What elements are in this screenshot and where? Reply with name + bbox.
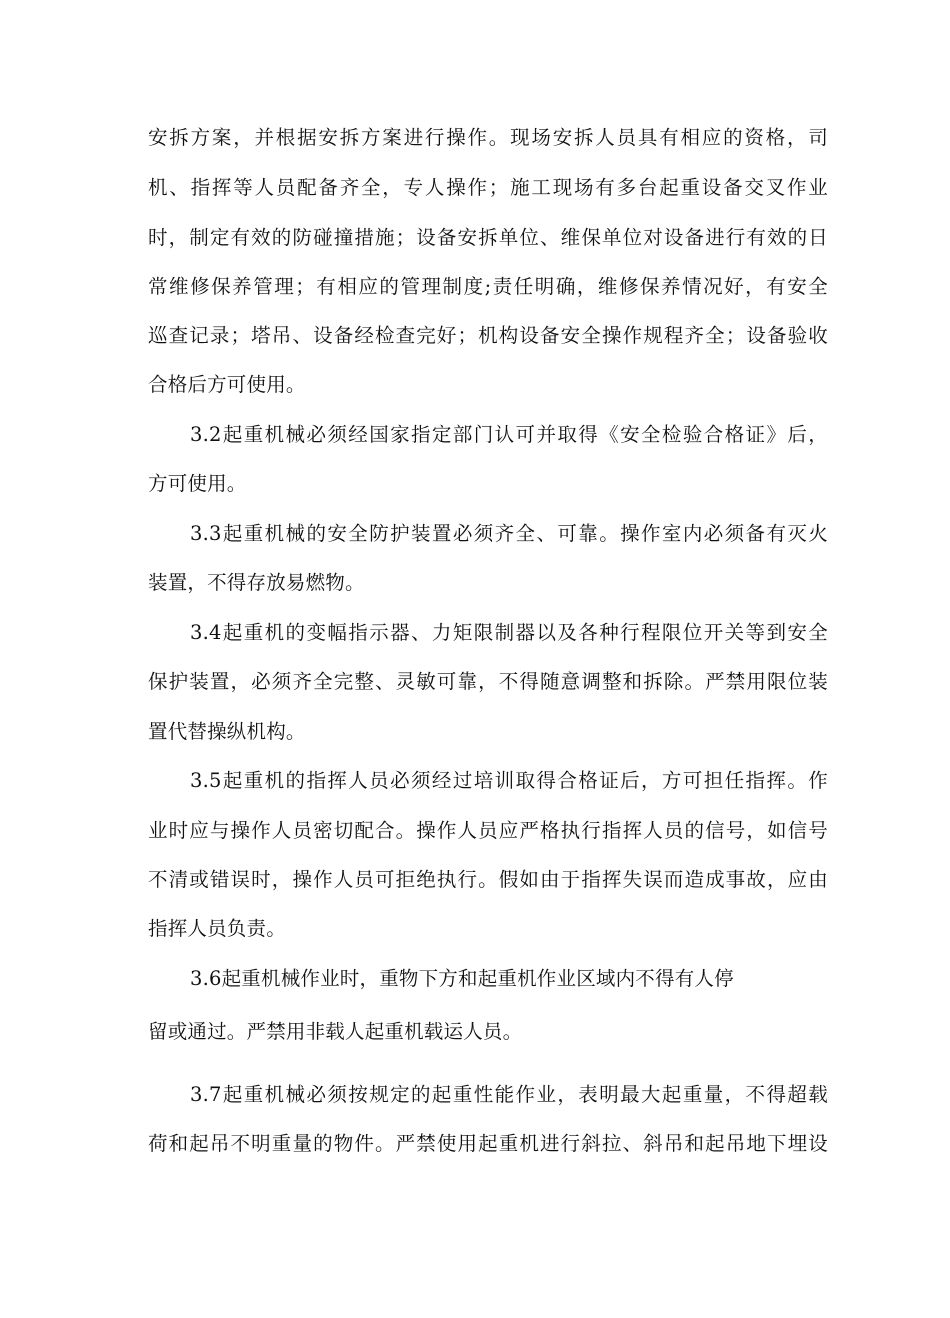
text-line: 时，制定有效的防碰撞措施；设备安拆单位、维保单位对设备进行有效的日 xyxy=(148,226,828,249)
text-line: 安拆方案，并根据安拆方案进行操作。现场安拆人员具有相应的资格，司 xyxy=(148,126,828,149)
text-line: 保护装置，必须齐全完整、灵敏可靠，不得随意调整和拆除。严禁用限位装 xyxy=(148,670,828,693)
paragraph-3-6-line: 3.6起重机械作业时，重物下方和起重机作业区域内不得有人停 xyxy=(190,967,734,990)
text-line: 机、指挥等人员配备齐全，专人操作；施工现场有多台起重设备交叉作业 xyxy=(148,176,828,199)
paragraph-3-7-line: 3.7起重机械必须按规定的起重性能作业，表明最大起重量，不得超载 xyxy=(190,1083,828,1106)
paragraph-3-3-line: 3.3起重机械的安全防护装置必须齐全、可靠。操作室内必须备有灭火 xyxy=(190,522,828,545)
text-line: 常维修保养管理；有相应的管理制度;责任明确，维修保养情况好，有安全 xyxy=(148,275,828,298)
text-line: 合格后方可使用。 xyxy=(148,373,306,396)
text-line: 指挥人员负责。 xyxy=(148,917,286,940)
paragraph-3-4-line: 3.4起重机的变幅指示器、力矩限制器以及各种行程限位开关等到安全 xyxy=(190,621,828,644)
text-line: 荷和起吊不明重量的物件。严禁使用起重机进行斜拉、斜吊和起吊地下埋设 xyxy=(148,1132,828,1155)
text-line: 业时应与操作人员密切配合。操作人员应严格执行指挥人员的信号，如信号 xyxy=(148,819,828,842)
paragraph-3-2-line: 3.2起重机械必须经国家指定部门认可并取得《安全检验合格证》后， xyxy=(190,423,828,446)
paragraph-3-5-line: 3.5起重机的指挥人员必须经过培训取得合格证后，方可担任指挥。作 xyxy=(190,769,828,792)
text-line: 留或通过。严禁用非载人起重机载运人员。 xyxy=(148,1020,523,1043)
text-line: 不清或错误时，操作人员可拒绝执行。假如由于指挥失误而造成事故，应由 xyxy=(148,868,828,891)
text-line: 巡查记录；塔吊、设备经检查完好；机构设备安全操作规程齐全；设备验收 xyxy=(148,324,828,347)
text-line: 置代替操纵机构。 xyxy=(148,720,306,743)
text-line: 装置，不得存放易燃物。 xyxy=(148,571,365,594)
text-line: 方可使用。 xyxy=(148,472,247,495)
